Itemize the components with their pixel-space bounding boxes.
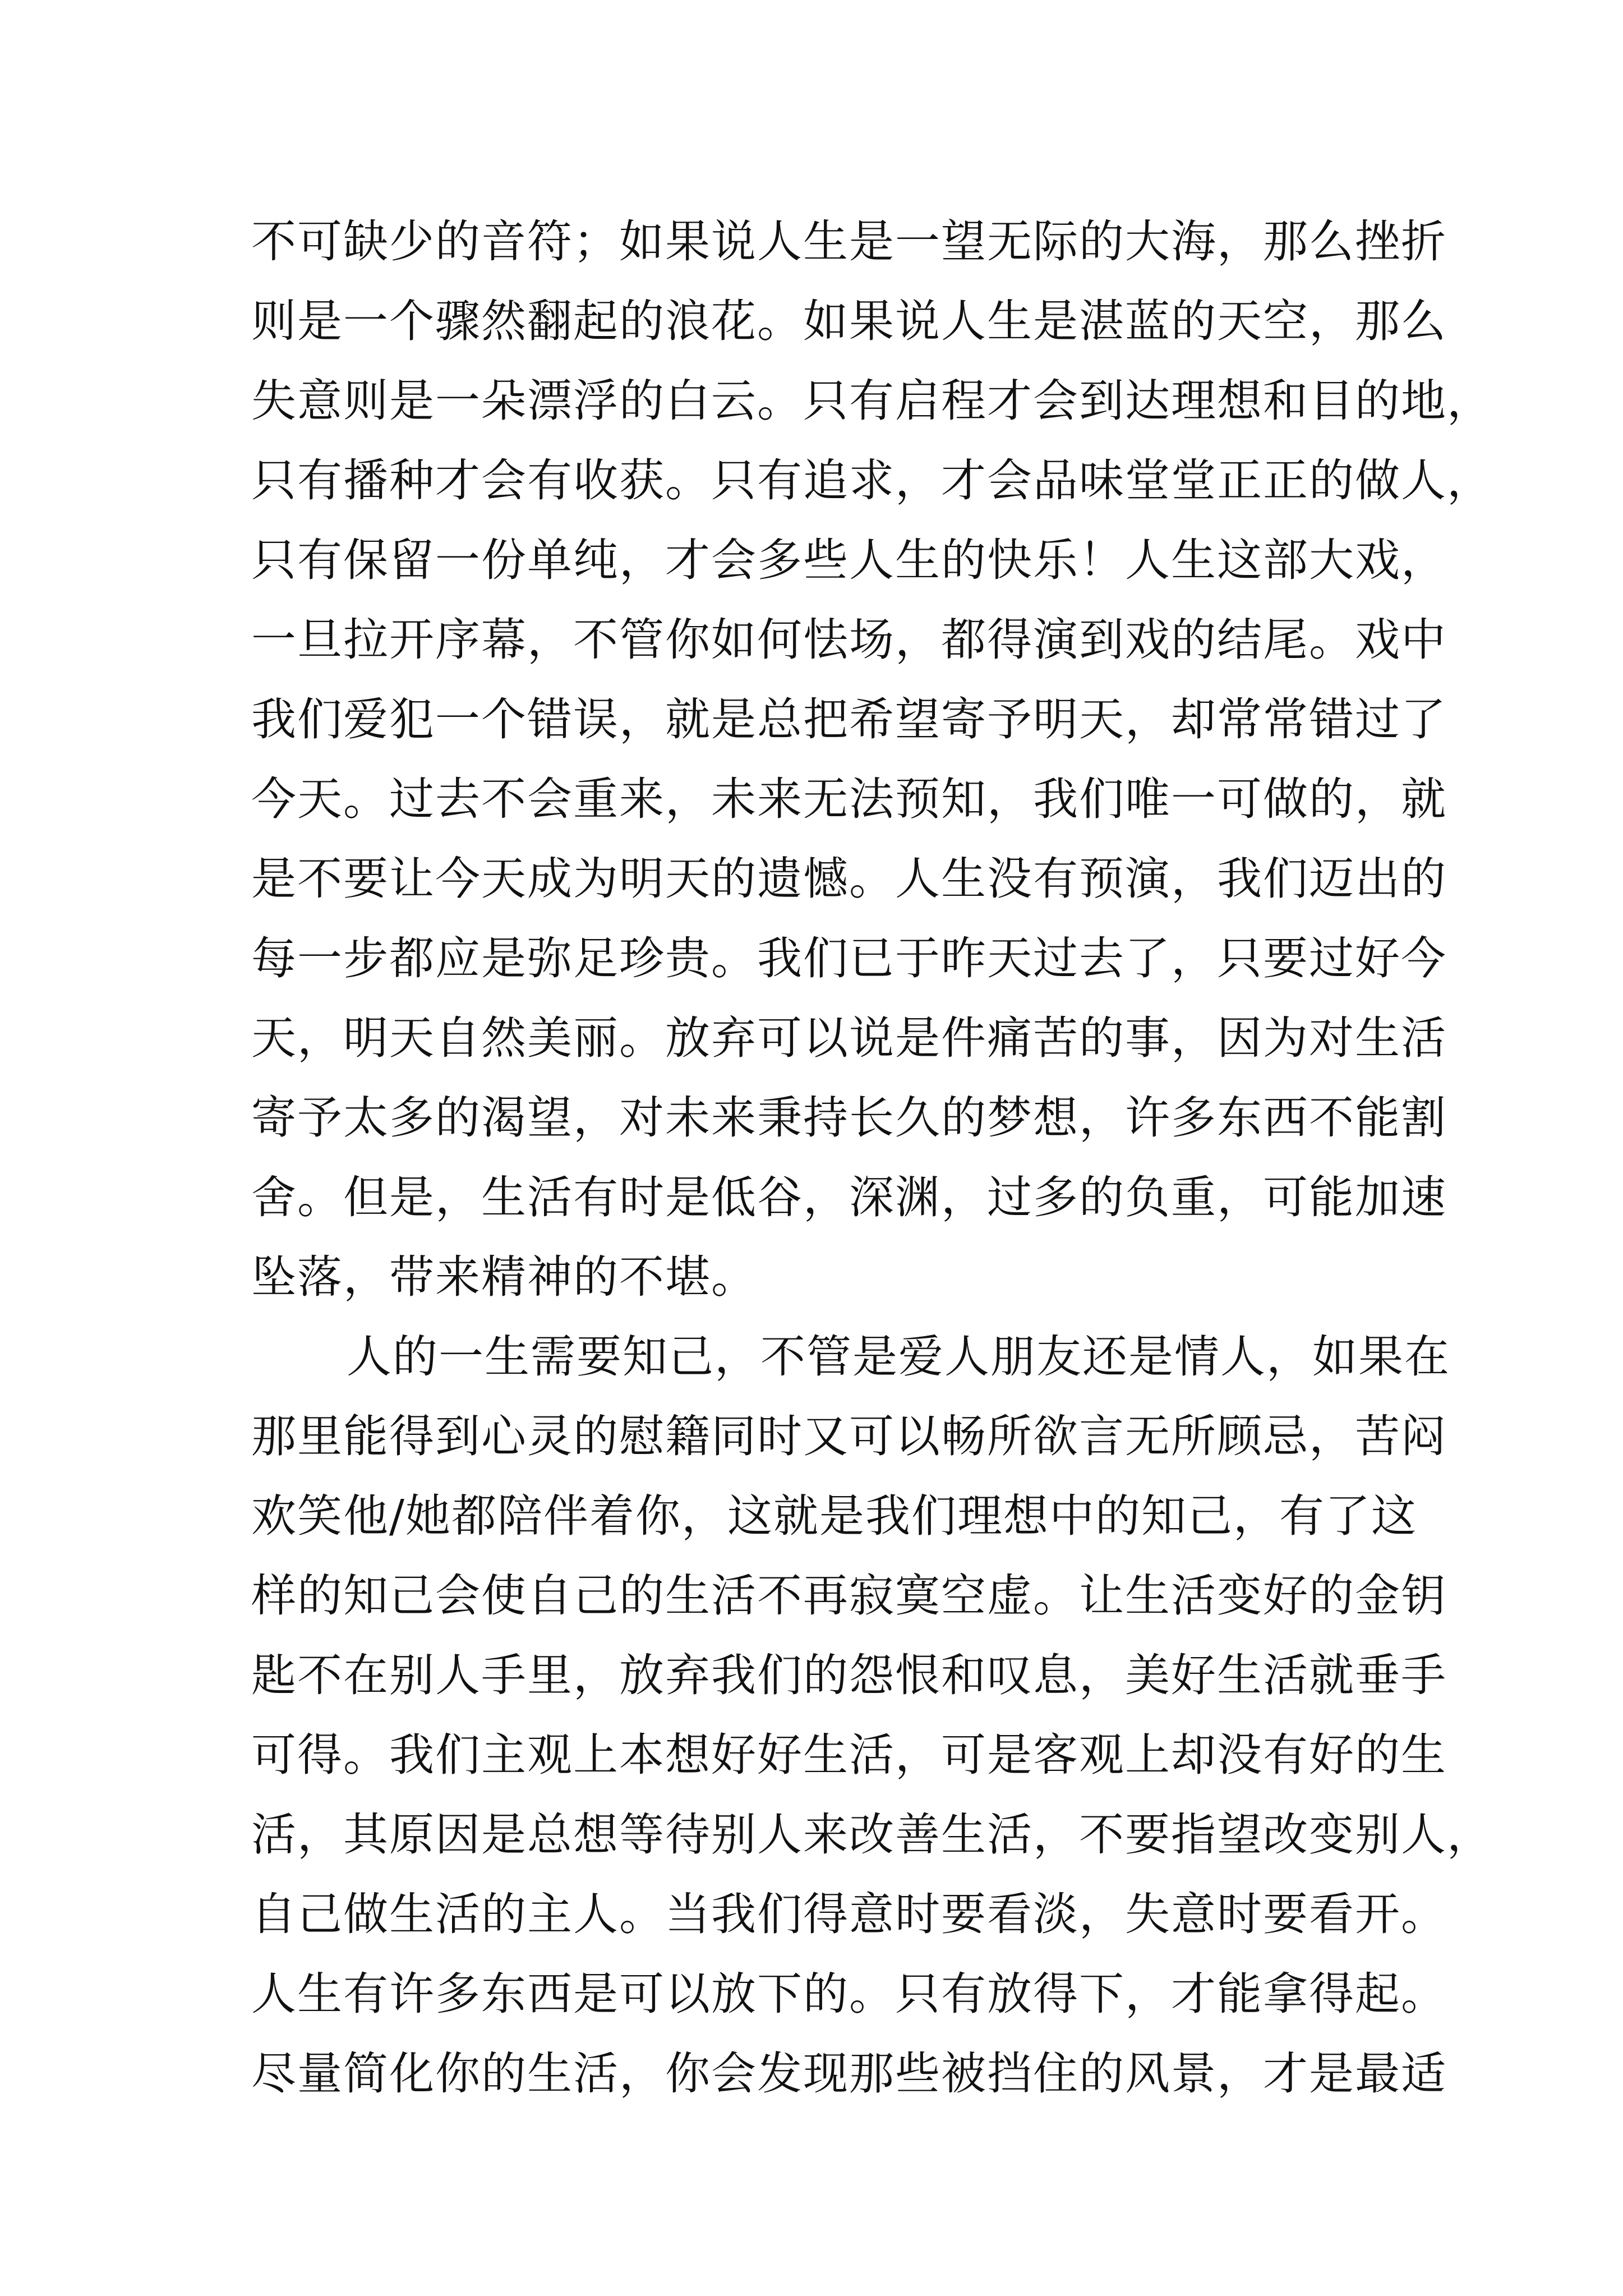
text-line: 天，明天自然美丽。放弃可以说是件痛苦的事，因为对生活 bbox=[251, 1012, 1447, 1064]
text-line: 尽量简化你的生活，你会发现那些被挡住的风景，才是最适 bbox=[251, 2047, 1447, 2100]
text-line: 一旦拉开序幕，不管你如何怯场，都得演到戏的结尾。戏中 bbox=[251, 614, 1447, 666]
text-line: 只有播种才会有收获。只有追求，才会品味堂堂正正的做人， bbox=[251, 454, 1493, 507]
paragraph-start-line: 人的一生需要知己，不管是爱人朋友还是情人，如果在 bbox=[347, 1331, 1450, 1383]
text-line: 那里能得到心灵的慰籍同时又可以畅所欲言无所顾忌，苦闷 bbox=[251, 1410, 1447, 1462]
text-line: 人生有许多东西是可以放下的。只有放得下，才能拿得起。 bbox=[251, 1968, 1447, 2020]
body-text bbox=[251, 202, 1493, 2114]
text-line: 匙不在别人手里，放弃我们的怨恨和叹息，美好生活就垂手 bbox=[251, 1649, 1447, 1701]
text-line: 则是一个骤然翻起的浪花。如果说人生是湛蓝的天空，那么 bbox=[251, 295, 1447, 347]
text-line: 坠落，带来精神的不堪。 bbox=[251, 1251, 757, 1303]
text-line: 舍。但是，生活有时是低谷，深渊，过多的负重，可能加速 bbox=[251, 1171, 1447, 1223]
text-line: 只有保留一份单纯，才会多些人生的快乐！人生这部大戏， bbox=[251, 534, 1447, 586]
text-line: 我们爱犯一个错误，就是总把希望寄予明天，却常常错过了 bbox=[251, 693, 1447, 746]
text-line: 每一步都应是弥足珍贵。我们已于昨天过去了，只要过好今 bbox=[251, 932, 1447, 984]
text-line: 是不要让今天成为明天的遗憾。人生没有预演，我们迈出的 bbox=[251, 853, 1447, 905]
text-line: 不可缺少的音符；如果说人生是一望无际的大海，那么挫折 bbox=[251, 215, 1447, 268]
text-line: 欢笑他/她都陪伴着你，这就是我们理想中的知己，有了这 bbox=[251, 1490, 1417, 1542]
text-line: 活，其原因是总想等待别人来改善生活，不要指望改变别人， bbox=[251, 1809, 1493, 1861]
text-line: 样的知己会使自己的生活不再寂寞空虚。让生活变好的金钥 bbox=[251, 1570, 1447, 1622]
text-line: 可得。我们主观上本想好好生活，可是客观上却没有好的生 bbox=[251, 1729, 1447, 1781]
text-line: 失意则是一朵漂浮的白云。只有启程才会到达理想和目的地， bbox=[251, 375, 1493, 427]
text-line: 自己做生活的主人。当我们得意时要看淡，失意时要看开。 bbox=[251, 1888, 1447, 1940]
text-line: 寄予太多的渴望，对未来秉持长久的梦想，许多东西不能割 bbox=[251, 1092, 1447, 1144]
text-line: 今天。过去不会重来，未来无法预知，我们唯一可做的，就 bbox=[251, 773, 1447, 825]
